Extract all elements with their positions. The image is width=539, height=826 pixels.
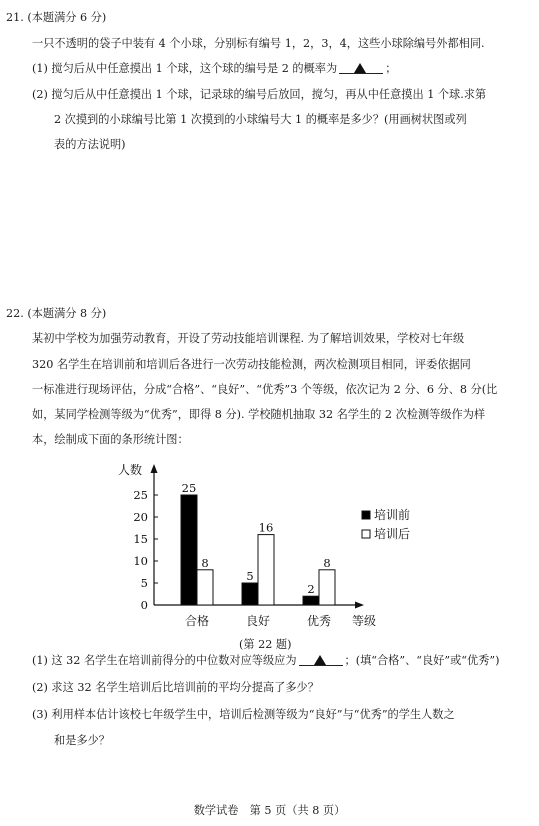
q22-part2: (2) 求这 32 名学生培训后比培训前的平均分提高了多少？ (32, 681, 319, 694)
legend-swatch (362, 530, 370, 538)
x-axis-arrow-icon (355, 602, 364, 609)
bar (181, 495, 197, 605)
legend-swatch (362, 511, 370, 519)
y-tick-label: 25 (133, 488, 148, 502)
q21-part2-line2: 2 次摸到的小球编号比第 1 次摸到的小球编号大 1 的概率是多少？(用画树状图或列 (54, 113, 467, 126)
legend-label: 培训前 (374, 508, 411, 522)
bar-value-label: 8 (323, 555, 331, 570)
bar-value-label: 8 (201, 555, 209, 570)
x-tick-label: 优秀 (306, 614, 332, 628)
q22-part1-text: (1) 这 32 名学生在培训前得分的中位数对应等级应为 (32, 654, 297, 667)
q21-part2-line1: (2) 搅匀后从中任意摸出 1 个球，记录球的编号后放回，搅匀，再从中任意摸出 1 个球.求第 (32, 88, 487, 101)
bar (197, 570, 213, 605)
q22-part1 (32, 653, 499, 668)
q22-heading: 22. (本题满分 8 分) (6, 307, 107, 320)
x-tick-label: 良好 (245, 614, 271, 628)
bar-value-label: 5 (246, 569, 254, 583)
bar (319, 570, 335, 605)
x-tick-label: 合格 (184, 614, 210, 628)
q21-part2-line3: 表的方法说明) (54, 138, 126, 151)
y-axis-label: 人数 (118, 463, 143, 477)
q21-part1-end: ； (385, 62, 397, 75)
q21-part1-text: (1) 搅匀后从中任意摸出 1 个球，这个球的编号是 2 的概率为 (32, 62, 338, 75)
q22-part3-line2: 和是多少？ (54, 734, 110, 747)
q22-part1-end: ；(填“合格”、“良好”或“优秀”) (344, 654, 500, 667)
figure-caption: (第 22 题) (239, 638, 292, 651)
triangle-icon (314, 655, 326, 665)
bar-value-label: 2 (307, 582, 315, 597)
y-tick-label: 5 (140, 576, 148, 590)
legend-label: 培训后 (374, 527, 411, 541)
q21-heading: 21. (本题满分 6 分) (6, 11, 107, 24)
q22-intro-line3: 一标准进行现场评估，分成“合格”、“良好”、“优秀”3 个等级，依次记为 2 分、6 分、8 分(比 (32, 383, 498, 396)
q22-intro-line5: 本，绘制成下面的条形统计图： (32, 433, 189, 446)
y-tick-label: 10 (133, 554, 148, 568)
q21-intro: 一只不透明的袋子中装有 4 个小球，分别标有编号 1，2，3，4，这些小球除编号外都相同. (32, 37, 485, 50)
y-tick-label: 15 (133, 532, 148, 546)
q22-intro-line4: 如，某同学检测等级为“优秀”，即得 8 分). 学校随机抽取 32 名学生的 2 次检测等级作为样 (32, 408, 486, 421)
bar-chart (112, 458, 412, 636)
triangle-icon (354, 63, 366, 73)
q22-part3-line1: (3) 利用样本估计该校七年级学生中，培训后检测等级为“良好”与“优秀”的学生人数之 (32, 708, 455, 721)
answer-blank (299, 653, 343, 666)
q21-part1 (32, 61, 396, 76)
bar (242, 583, 258, 605)
bar-value-label: 25 (181, 481, 197, 495)
bar (303, 596, 319, 605)
bar-value-label: 16 (258, 520, 274, 535)
q22-intro-line1: 某初中学校为加强劳动教育，开设了劳动技能培训课程. 为了解培训效果，学校对七年级 (32, 332, 465, 345)
bar (258, 535, 274, 605)
answer-blank (339, 61, 383, 74)
y-tick-label: 20 (133, 510, 148, 524)
page-footer: 数学试卷 第 5 页（共 8 页） (193, 804, 346, 817)
y-tick-label: 0 (140, 598, 148, 612)
q22-intro-line2: 320 名学生在培训前和培训后各进行一次劳动技能检测，两次检测项目相同，评委依据同 (32, 358, 471, 371)
y-axis-arrow-icon (151, 464, 158, 473)
x-axis-label: 等级 (352, 614, 377, 628)
